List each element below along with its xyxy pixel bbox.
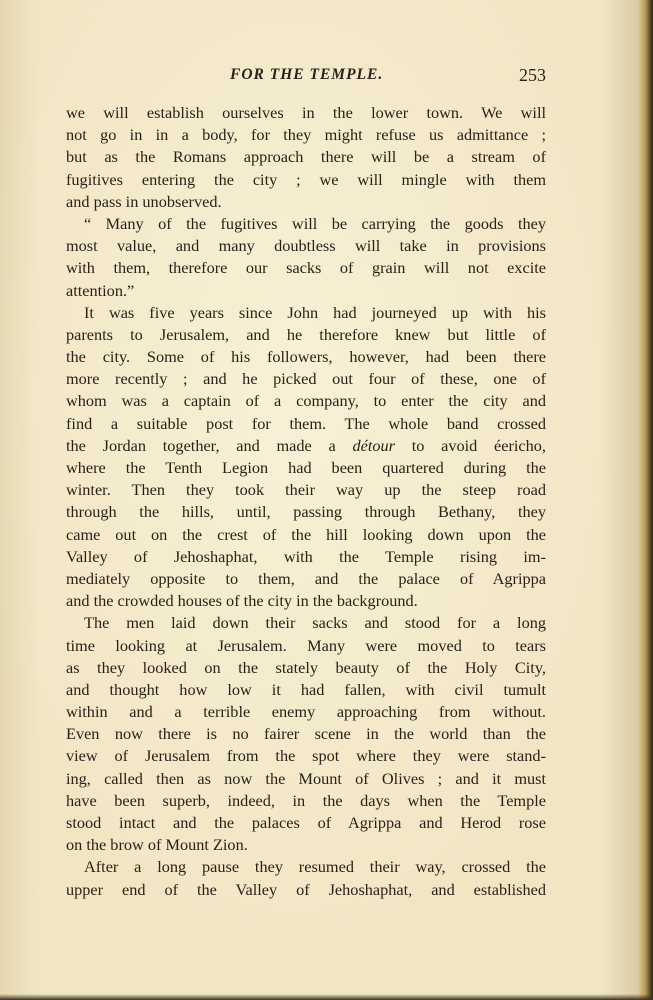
text-line: After a long pause they resumed their way, crossed the [84,857,546,877]
text-line: came out on the crest of the hill looking down upon the [66,524,546,544]
text-line: and the crowded houses of the city in the background. [66,591,418,611]
text-line: upper end of the Valley of Jehoshaphat, and established [66,879,546,899]
page-header [66,66,546,90]
text-line: Valley of Jehoshaphat, with the Temple rising im- [66,546,546,566]
text-line: on the brow of Mount Zion. [66,835,248,855]
text-line: view of Jerusalem from the spot where they were stand- [66,746,546,766]
text-line: winter. Then they took their way up the steep road [66,480,546,500]
text-line: ing, called then as now the Mount of Olives ; and it must [66,768,546,788]
text-line: through the hills, until, passing through Bethany, they [66,502,546,522]
text-line: as they looked on the stately beauty of the Holy City, [66,657,546,677]
text-line: not go in in a body, for they might refuse us admittance ; [66,125,546,145]
text-line: stood intact and the palaces of Agrippa and Herod rose [66,813,546,832]
text-line: time looking at Jerusalem. Many were moved to tears [66,635,546,655]
body-text [66,102,546,901]
italic-word: détour [352,435,395,455]
text-line: fugitives entering the city ; we will mingle with them [66,169,546,189]
text-line-part: to avoid éericho, [394,435,546,455]
text-line: with them, therefore our sacks of grain will not excite [66,258,546,278]
text-line: find a suitable post for them. The whole band crossed [66,413,546,433]
book-spine-edge [639,0,653,1000]
text-line: Even now there is no fairer scene in the world than the [66,724,546,744]
text-line: It was five years since John had journeyed up with his [84,302,546,322]
text-line: we will establish ourselves in the lower town. We will [66,103,546,122]
text-line: most value, and many doubtless will take in provisions [66,236,546,256]
text-line: and thought how low it had fallen, with civil tumult [66,679,546,699]
text-line-part: the Jordan together, and made a [66,435,353,455]
page-bottom-shadow [0,994,653,1000]
running-title: FOR THE TEMPLE. [230,66,384,83]
text-line: whom was a captain of a company, to enter the city and [66,391,546,411]
text-line: where the Tenth Legion had been quartered during the [66,458,546,477]
text-line: but as the Romans approach there will be a stream of [66,147,546,167]
text-line: and pass in unobserved. [66,191,222,211]
text-line: mediately opposite to them, and the palace of Agrippa [66,568,546,588]
text-line: the city. Some of his followers, however, had been there [66,347,546,367]
text-line [66,435,546,457]
text-line: The men laid down their sacks and stood for a long [84,613,546,633]
text-line: have been superb, indeed, in the days when the Temple [66,790,546,810]
text-line: more recently ; and he picked out four of these, one of [66,369,546,389]
text-line: attention.” [66,280,135,300]
page-number: 253 [519,65,546,85]
text-line: within and a terrible enemy approaching from without. [66,702,546,722]
text-line: parents to Jerusalem, and he therefore knew but little of [66,324,546,344]
text-line: “ Many of the fugitives will be carrying the goods they [84,213,546,233]
